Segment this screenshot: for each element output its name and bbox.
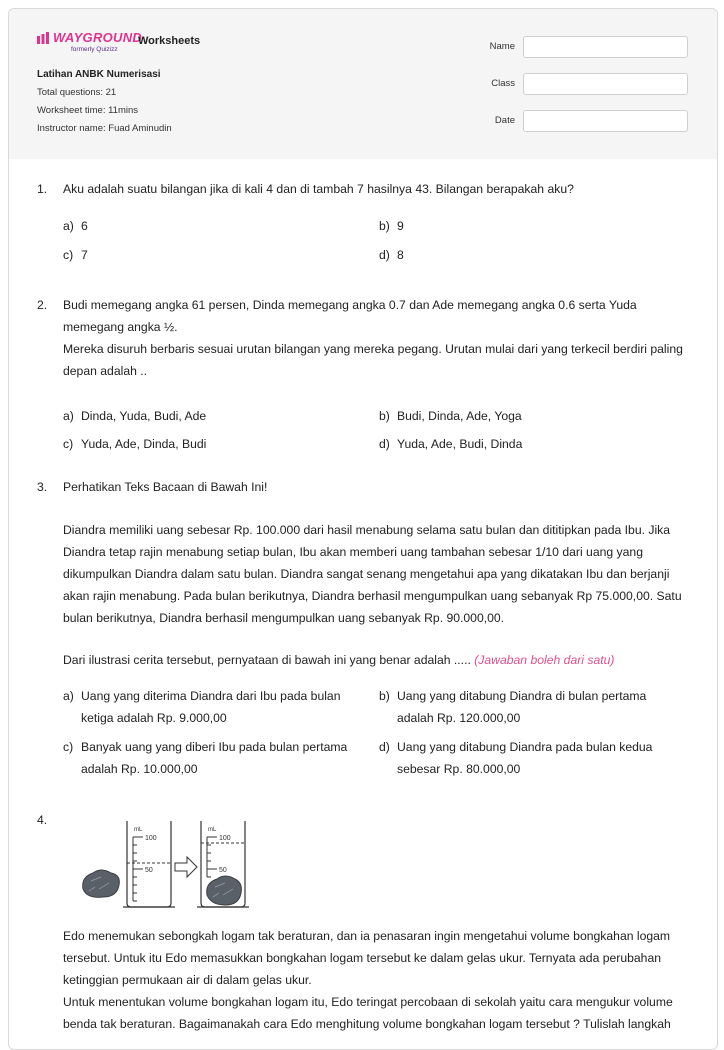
question-number: 3.	[37, 480, 48, 494]
cylinder-left	[123, 821, 175, 907]
question-prompt	[63, 649, 685, 671]
measuring-cylinder-figure	[71, 811, 251, 911]
option-text: Uang yang diterima Diandra dari Ibu pada bulan ketiga adalah Rp. 9.000,00	[81, 689, 341, 725]
question-paragraph: Edo menemukan sebongkah logam tak beraturan, dan ia penasaran ingin mengetahui volume bongkahan logam tersebut. Untuk itu Edo memasukkan bongkahan logam tersebut ke dalam gelas ukur. Ternyata ada perubahan ketinggian permukaan air di dalam gelas ukur.	[63, 929, 671, 987]
cylinder-left-mark-50: 50	[145, 867, 153, 874]
option-text: Yuda, Ade, Dinda, Budi	[81, 437, 207, 451]
worksheet-header	[9, 9, 717, 159]
cylinder-right	[197, 821, 249, 907]
question-number: 4.	[37, 813, 48, 827]
question-paragraph: Mereka disuruh berbaris sesuai urutan bilangan yang mereka pegang. Urutan mulai dari yang terkecil berdiri paling depan adalah ..	[63, 342, 683, 378]
option-text: Yuda, Ade, Budi, Dinda	[397, 437, 523, 451]
option-letter: c)	[63, 437, 74, 451]
question-2	[37, 294, 685, 454]
cylinder-left-unit: mL	[134, 827, 143, 833]
class-label: Class	[491, 78, 515, 89]
date-label: Date	[494, 115, 515, 126]
prompt-hint: (Jawaban boleh dari satu)	[474, 653, 615, 667]
question-text	[63, 925, 685, 1035]
cylinder-right-unit: mL	[208, 827, 217, 833]
option-text: Uang yang ditabung Diandra pada bulan kedua sebesar Rp. 80.000,00	[397, 740, 653, 776]
question-paragraph: Budi memegang angka 61 persen, Dinda memegang angka 0.7 dan Ade memegang angka 0.6 serta Yuda memegang angka ½.	[63, 298, 637, 334]
name-field[interactable]	[523, 36, 688, 58]
question-text	[63, 178, 685, 200]
option-text: Uang yang ditabung Diandra di bulan pertama adalah Rp. 120.000,00	[397, 689, 647, 725]
option-letter: d)	[379, 740, 390, 754]
logo-subtitle: formerly Quizizz	[71, 46, 118, 53]
question-paragraph: Aku adalah suatu bilangan jika di kali 4 dan di tambah 7 hasilnya 43. Bilangan berapakah aku?	[63, 182, 574, 196]
worksheet-page	[8, 8, 718, 1050]
option-letter: c)	[63, 248, 74, 262]
question-number: 1.	[37, 182, 48, 196]
class-field[interactable]	[523, 73, 688, 95]
option-text: 8	[397, 248, 404, 262]
cylinder-left-mark-100: 100	[145, 835, 157, 842]
option-letter: a)	[63, 689, 74, 703]
app-title: Worksheets	[138, 35, 201, 47]
worksheet-title: Latihan ANBK Numerisasi	[37, 69, 161, 80]
instructor-name: Instructor name: Fuad Aminudin	[37, 123, 172, 134]
option-text: 6	[81, 219, 88, 233]
option-letter: a)	[63, 409, 74, 423]
option-letter: a)	[63, 219, 74, 233]
cylinder-right-mark-100: 100	[219, 835, 231, 842]
option-letter: d)	[379, 248, 390, 262]
cylinder-right-mark-50: 50	[219, 867, 227, 874]
option-text: Budi, Dinda, Ade, Yoga	[397, 409, 522, 423]
option-letter: c)	[63, 740, 74, 754]
arrow-icon	[175, 857, 197, 877]
metal-rock-left	[83, 870, 120, 897]
option-text: Banyak uang yang diberi Ibu pada bulan pertama adalah Rp. 10.000,00	[81, 740, 348, 776]
question-passage: Diandra memiliki uang sebesar Rp. 100.000 dari hasil menabung selama satu bulan dan dititipkan pada Ibu. Jika Diandra tetap rajin menabung setiap bulan, Ibu akan memberi uang tambahan sebesar 1/10 dari uang yang dikumpulkan Diandra dalam satu bulan. Diandra sangat senang mengetahui apa yang dikatakan Ibu dan berjanji akan rajin menabung. Pada bulan berikutnya, Diandra berhasil mengumpulkan uang sebanyak Rp 75.000,00. Satu bulan berikutnya, Diandra berhasil mengumpulkan uang sebanyak Rp. 90.000,00.	[63, 523, 682, 625]
question-3	[37, 476, 685, 796]
question-intro: Perhatikan Teks Bacaan di Bawah Ini!	[63, 480, 268, 494]
question-4	[37, 809, 685, 1049]
brand-logo	[37, 30, 143, 56]
question-number: 2.	[37, 298, 48, 312]
option-text: 9	[397, 219, 404, 233]
worksheet-time: Worksheet time: 11mins	[37, 105, 139, 116]
metal-rock-right	[207, 876, 242, 905]
question-1	[37, 178, 685, 268]
option-letter: d)	[379, 437, 390, 451]
name-label: Name	[489, 41, 515, 52]
question-paragraph: Untuk menentukan volume bongkahan logam itu, Edo teringat percobaan di sekolah yaitu cara mengukur volume benda tak beraturan. Bagaimanakah cara Edo menghitung volume bongkahan logam tersebut ? Tulislah langkah	[63, 995, 673, 1031]
question-text	[63, 294, 685, 382]
date-field[interactable]	[523, 110, 688, 132]
option-letter: b)	[379, 219, 390, 233]
option-letter: b)	[379, 689, 390, 703]
option-text: 7	[81, 248, 88, 262]
prompt-text: Dari ilustrasi cerita tersebut, pernyataan di bawah ini yang benar adalah .....	[63, 653, 471, 667]
logo-bars-icon	[37, 32, 53, 44]
option-text: Dinda, Yuda, Budi, Ade	[81, 409, 207, 423]
logo-wordmark: WAYGROUND	[53, 30, 143, 45]
total-questions: Total questions: 21	[37, 87, 117, 98]
option-letter: b)	[379, 409, 390, 423]
